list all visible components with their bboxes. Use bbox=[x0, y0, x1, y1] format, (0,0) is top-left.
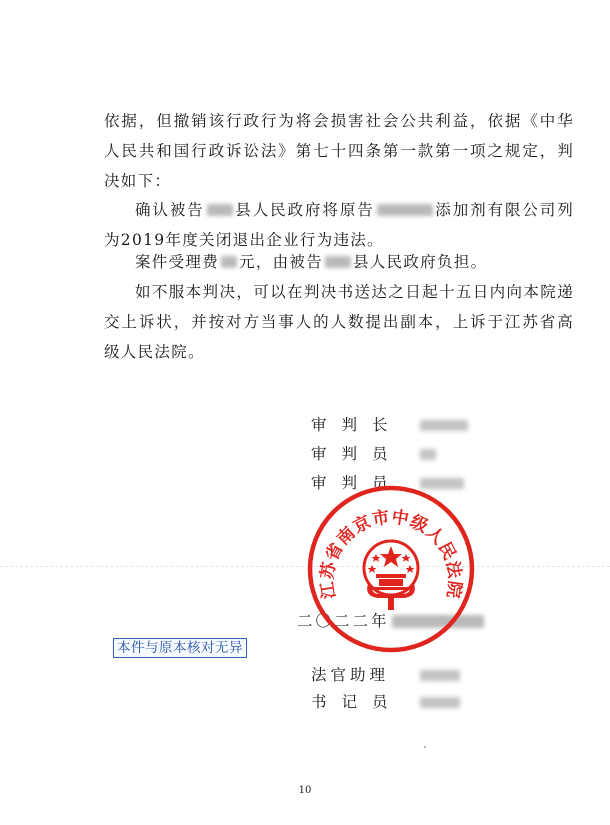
national-emblem-icon bbox=[364, 541, 418, 610]
fee-text-1: 案件受理费 bbox=[135, 253, 220, 271]
signature-judge-1 bbox=[311, 444, 411, 464]
assistant-label: 法官助理 bbox=[311, 666, 390, 684]
judgment-text-3: 添加剂有限公司列为2019年度关闭退出企业行为违法。 bbox=[104, 201, 575, 249]
fee-text-3: 县人民政府负担。 bbox=[353, 253, 488, 271]
fee-text-2: 元，由被告 bbox=[239, 253, 324, 271]
court-seal-stamp bbox=[306, 484, 476, 654]
redacted-county-name bbox=[325, 256, 351, 268]
scan-fold-line bbox=[0, 566, 610, 567]
verification-stamp: 本件与原本核对无异 bbox=[113, 638, 247, 658]
judge-1-label: 审判员 bbox=[311, 445, 403, 463]
paragraph-legal-basis: 依据，但撤销该行政行为将会损害社会公共利益，依据《中华人民共和国行政诉讼法》第七十四条第一款第一项之规定，判决如下： bbox=[104, 112, 574, 190]
judgment-text-1: 确认被告 bbox=[135, 201, 205, 219]
presiding-judge-label: 审判长 bbox=[311, 416, 403, 434]
signature-assistant bbox=[311, 665, 411, 685]
redacted-clerk-name bbox=[420, 697, 460, 708]
signature-presiding-judge bbox=[311, 415, 411, 435]
redacted-fee-amount bbox=[221, 256, 237, 268]
paragraph-appeal: 如不服本判决，可以在判决书送达之日起十五日内向本院递交上诉状，并按对方当事人的人数提出副本，上诉于江苏省高级人民法院。 bbox=[104, 283, 574, 361]
date-year: 二〇二二年 bbox=[297, 612, 390, 630]
page-number: 10 bbox=[298, 785, 312, 796]
redacted-presiding-judge-name bbox=[420, 420, 468, 431]
redacted-plaintiff-name bbox=[377, 204, 433, 216]
signature-clerk bbox=[311, 692, 411, 712]
judge-2-label: 审判员 bbox=[311, 474, 403, 492]
clerk-label: 书记员 bbox=[311, 693, 403, 711]
redacted-judge-1-name bbox=[420, 449, 436, 460]
scan-speck bbox=[424, 746, 426, 748]
judgment-text-2: 县人民政府将原告 bbox=[234, 201, 375, 219]
redacted-county-name bbox=[207, 204, 233, 216]
seal-text: 江苏省南京市中级人民法院 bbox=[317, 507, 465, 601]
paragraph-fee bbox=[104, 247, 574, 277]
paragraph-judgment bbox=[104, 195, 574, 255]
redacted-assistant-name bbox=[420, 670, 460, 681]
